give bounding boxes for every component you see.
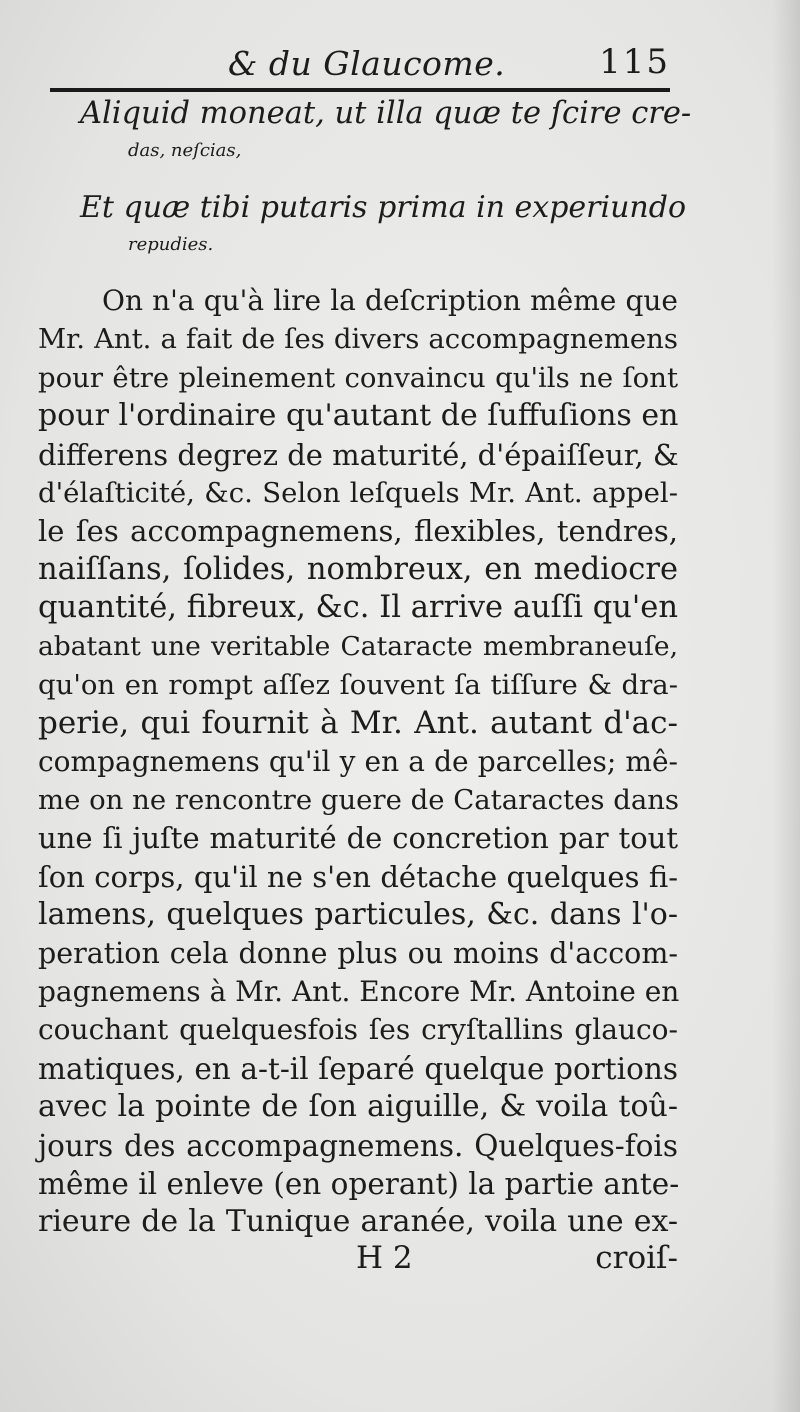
catchword: croiſ- — [595, 1240, 678, 1276]
text-line: On n'a qu'à lire la deſcription même que — [102, 284, 678, 317]
text-line: me on ne rencontre guere de Cataractes dans — [38, 784, 680, 817]
text-line: ſon corps, qu'il ne s'en détache quelques fi- — [38, 859, 678, 894]
text-line: peration cela donne plus ou moins d'accom- — [38, 936, 678, 970]
signature-mark: H 2 — [356, 1240, 413, 1276]
text-line: Mr. Ant. a fait de ſes divers accompagnemens — [38, 323, 678, 356]
running-title: & du Glaucome. — [228, 44, 506, 83]
text-line: perie, qui fournit à Mr. Ant. autant d'ac- — [38, 705, 678, 742]
page-footer — [38, 1240, 678, 1280]
page-header — [50, 34, 670, 90]
verse-line: das, neſcias, — [128, 140, 242, 161]
verse-line: Et quæ tibi putaris prima in experiundo — [80, 190, 687, 225]
verse-line: repudies. — [128, 234, 214, 255]
header-rule — [50, 88, 670, 92]
verse-line: Aliquid moneat, ut illa quæ te ſcire cre- — [80, 96, 692, 131]
text-line: abatant une veritable Cataracte membraneuſe, — [38, 630, 678, 662]
text-line: avec la pointe de ſon aiguille, & voila toû- — [38, 1089, 678, 1125]
text-line: pour l'ordinaire qu'autant de ſuffuſions en — [38, 398, 679, 434]
text-line: même il enleve (en operant) la partie ante- — [38, 1166, 680, 1201]
page-number: 115 — [599, 42, 670, 82]
text-line: naiſſans, ſolides, nombreux, en mediocre — [38, 551, 678, 587]
text-line: jours des accompagnemens. Quelques-fois — [38, 1128, 678, 1163]
text-line: differens degrez de maturité, d'épaiſſeur, & — [38, 437, 679, 472]
text-line: le ſes accompagnemens, flexibles, tendres, — [38, 514, 678, 549]
text-line: compagnemens qu'il y en a de parcelles; mê- — [38, 744, 678, 778]
text-line: matiques, en a-t-il ſeparé quelque portions — [38, 1051, 678, 1086]
text-line: une ſi juſte maturité de concretion par tout — [38, 821, 678, 856]
text-line: quantité, fibreux, &c. Il arrive auſſi qu'en — [38, 590, 678, 626]
body-paragraph — [38, 282, 678, 1242]
text-line: pour être pleinement convaincu qu'ils ne ſont — [38, 361, 678, 394]
text-line: qu'on en rompt aſſez ſouvent ſa tiſſure & dra- — [38, 668, 678, 701]
text-line: lamens, quelques particules, &c. dans l'o- — [38, 897, 678, 933]
page-edge-shadow — [772, 0, 800, 1412]
text-line: rieure de la Tunique aranée, voila une ex- — [38, 1204, 678, 1240]
text-line: pagnemens à Mr. Ant. Encore Mr. Antoine en — [38, 975, 680, 1009]
text-line: couchant quelquesfois ſes cryſtallins glauco- — [38, 1013, 678, 1047]
text-line: d'élaſticité, &c. Selon leſquels Mr. Ant. appel- — [38, 476, 678, 509]
